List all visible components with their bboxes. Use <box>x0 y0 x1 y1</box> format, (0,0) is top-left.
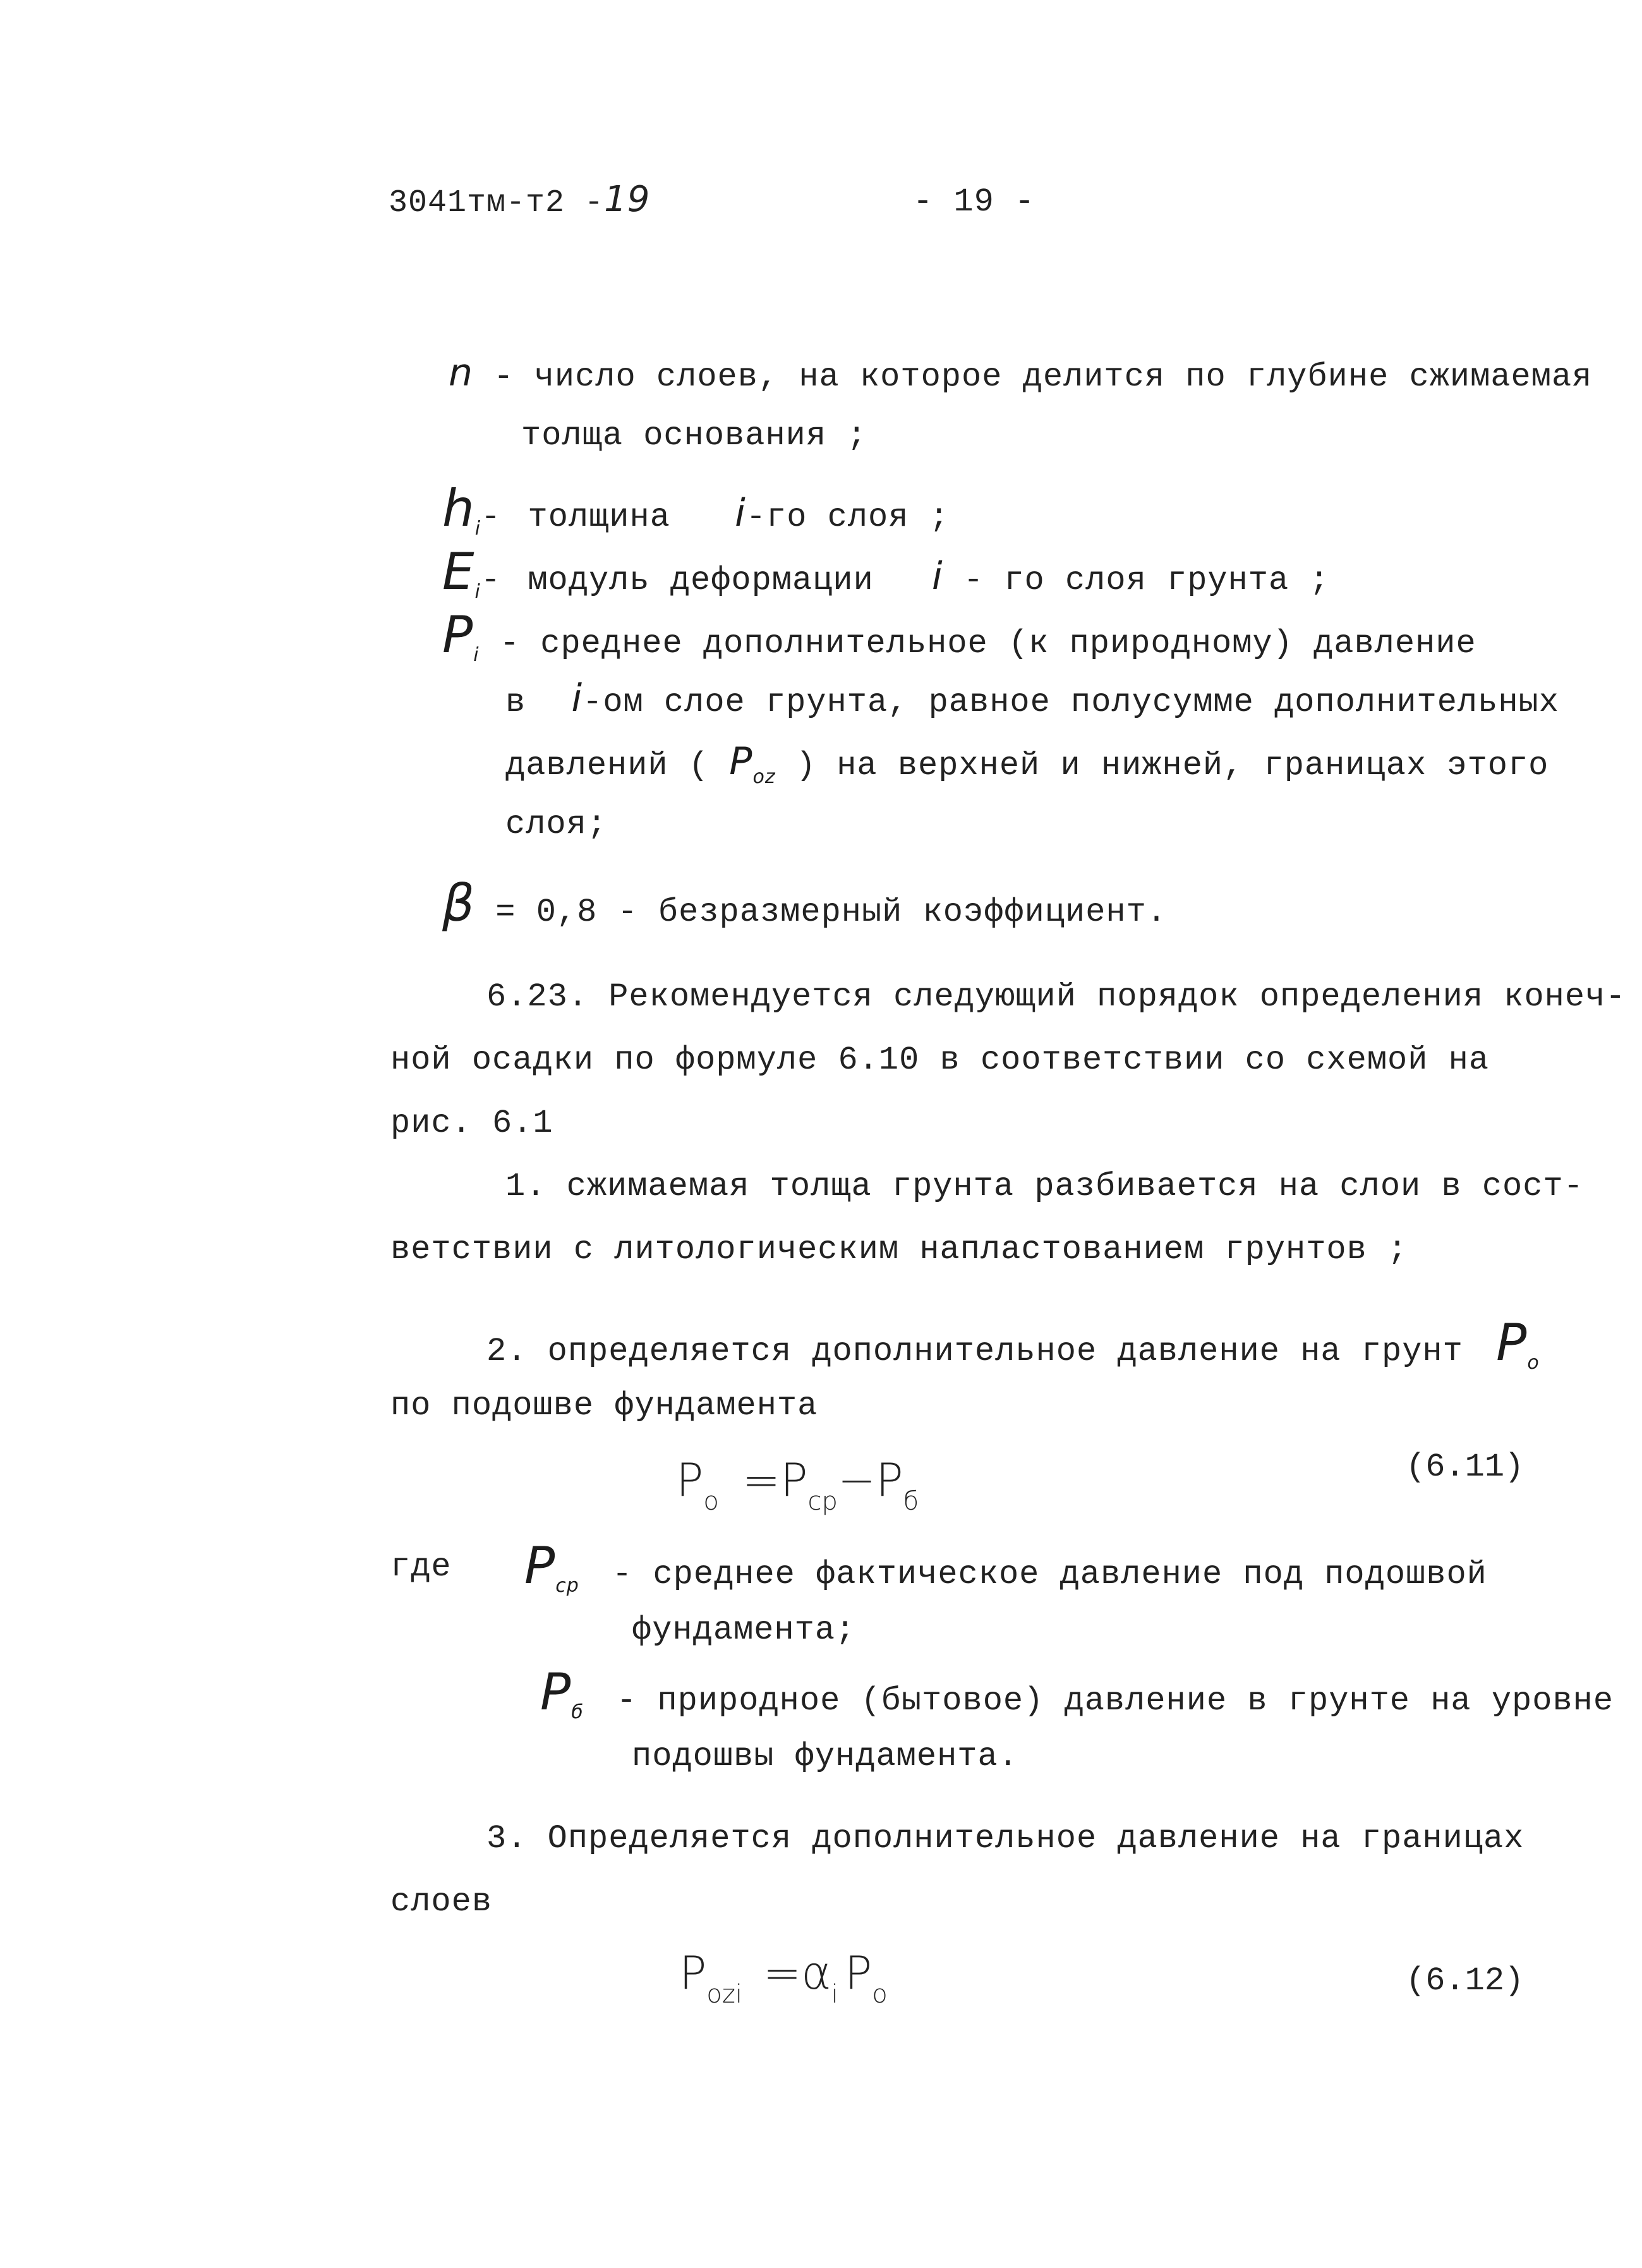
definition-h: $h_i-$ толщина i-го слоя ; <box>442 479 950 540</box>
where-item-pb-cont: подошвы фундамента. <box>632 1738 1018 1775</box>
definition-n-cont: толща основания ; <box>521 417 867 454</box>
where-item-pcp: $P_{cp}$ - среднее фактическое давление под подошвой <box>524 1536 1487 1597</box>
definition-p: $P_i$ - среднее дополнительное (к природному) давление <box>442 605 1476 666</box>
step-3-line1: 3. Определяется дополнительное давление на границах <box>486 1820 1524 1857</box>
formula-6-12: $P_{ozi} =\alpha_i$ $P_o$ <box>679 1946 888 2009</box>
definition-p-line3: давлений ( $P_{oz}$ ) на верхней и нижней, границах этого <box>505 739 1549 788</box>
document-code: 3041тм-т2 -19 <box>389 179 651 221</box>
step-1-line2: ветствии с литологическим напластованием грунтов ; <box>390 1231 1408 1268</box>
where-item-pb: $P_б$ - природное (бытовое) давление в грунте на уровне <box>540 1663 1614 1723</box>
formula-6-11: $P_o =P_{cp}-P_б$ <box>676 1453 919 1516</box>
step-2-line2: по подошве фундамента <box>390 1387 818 1424</box>
formula-6-12-number: (6.12) <box>1406 1962 1524 1999</box>
formula-6-11-number: (6.11) <box>1406 1448 1524 1486</box>
where-item-pcp-cont: фундамента; <box>632 1611 856 1649</box>
step-1-line1: 1. сжимаемая толща грунта разбивается на слои в сост- <box>505 1168 1584 1205</box>
step-2-line1: 2. определяется дополнительное давление на грунт $P_o$ <box>486 1313 1540 1374</box>
where-label: где <box>390 1548 452 1586</box>
step-3-line2: слоев <box>390 1883 493 1920</box>
definition-p-line2: в i-ом слое грунта, равное полусумме дополнительных <box>505 676 1559 721</box>
handwritten-page-number: 19 <box>604 179 651 220</box>
definition-e: $E_i-$ модуль деформации i - го слоя грунта ; <box>442 542 1330 603</box>
paragraph-6-23-line1: 6.23. Рекомендуется следующий порядок определения конеч- <box>486 978 1626 1016</box>
definition-p-line4: слоя; <box>505 806 608 843</box>
paragraph-6-23-line2: ной осадки по формуле 6.10 в соответствии со схемой на <box>390 1041 1490 1079</box>
page-number: - 19 - <box>913 183 1035 221</box>
definition-beta: β = 0,8 - безразмерный коэффициент. <box>442 874 1168 933</box>
definition-n: n - число слоев, на которое делится по глубине сжимаемая <box>449 351 1593 396</box>
paragraph-6-23-line3: рис. 6.1 <box>390 1105 553 1142</box>
